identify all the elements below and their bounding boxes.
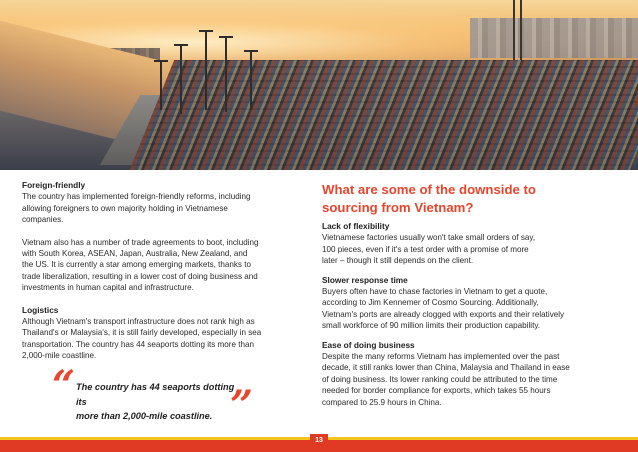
paragraph-line: Buyers often have to chase factories in Vietnam to get a quote,	[322, 287, 548, 297]
paragraph-line: the US. It is currently a star among emerging markets, thanks to	[22, 260, 251, 270]
section-title-logistics: Logistics	[22, 304, 59, 315]
paragraph-line: transportation. The country has 44 seaports dotting its more than	[22, 339, 255, 349]
crane	[225, 36, 227, 112]
paragraph-line: decade, it still ranks lower than China, Malaysia and Thailand in ease	[322, 363, 570, 373]
paragraph-line: allowing foreigners to own majority holding in Vietnamese	[22, 203, 228, 213]
crane	[205, 30, 207, 110]
paragraph-line: 100 pieces, even if it's a test order with a promise of more	[322, 244, 529, 254]
paragraph-line: investments in human capital and infrastructure.	[22, 283, 194, 293]
paragraph-line: later – though it still depends on the client.	[322, 256, 474, 266]
right-column	[322, 181, 624, 408]
paragraph-line: Vietnamese factories usually won't take small orders of say,	[322, 233, 536, 243]
paragraph-line: with South Korea, ASEAN, Japan, Australia, New Zealand, and	[22, 249, 248, 259]
paragraph-line: trade liberalization, resulting in a lower cost of doing business and	[22, 271, 258, 281]
crane	[250, 50, 252, 110]
power-tower	[520, 0, 522, 60]
paragraph-line: Vietnam's ports are already clogged with exports and their relatively	[322, 309, 565, 319]
crane	[180, 44, 182, 114]
paragraph-line: small workforce of 90 million limits their production capability.	[322, 321, 541, 331]
section-title-response-time: Slower response time	[322, 274, 408, 285]
pull-quote-line: more than 2,000-mile coastline.	[76, 411, 213, 421]
paragraph-line: needed for border compliance for exports, which takes 55 hours	[322, 386, 551, 396]
hero-port-photo	[0, 0, 638, 170]
paragraph-line: Although Vietnam's transport infrastructure does not rank high as	[22, 317, 255, 327]
page-heading-line: sourcing from Vietnam?	[322, 199, 474, 215]
paragraph-line: Vietnam also has a number of trade agreements to boot, including	[22, 237, 259, 247]
quote-open-mark: “	[52, 362, 76, 409]
paragraph-line: according to Jim Kennemer of Cosmo Sourcing. Additionally,	[322, 298, 539, 308]
pull-quote-text	[76, 380, 246, 424]
crane	[160, 60, 162, 110]
paragraph-line: Despite the many reforms Vietnam has implemented over the past	[322, 352, 560, 362]
container-yard	[126, 60, 638, 170]
paragraph-line: companies.	[22, 215, 64, 225]
paragraph-line: The country has implemented foreign-friendly reforms, including	[22, 192, 251, 202]
page-heading-line: What are some of the downside to	[322, 182, 536, 197]
quote-close-mark: ”	[230, 382, 254, 429]
page-heading	[322, 181, 624, 216]
distant-city-right	[470, 18, 638, 58]
left-column	[22, 180, 307, 362]
section-title-flexibility: Lack of flexibility	[322, 221, 390, 231]
power-tower	[513, 0, 515, 60]
section-title-ease-of-business: Ease of doing business	[322, 339, 415, 350]
section-title-foreign-friendly: Foreign-friendly	[22, 180, 86, 190]
paragraph-line: Thailand's or Malaysia's, it is still fairly developed, especially in sea	[22, 328, 262, 338]
paragraph-line: compared to 25.9 hours in China.	[322, 397, 442, 407]
paragraph-line: 2,000-mile coastline.	[22, 351, 97, 361]
paragraph-line: of doing business. Its lower ranking could be attributed to the time	[322, 374, 558, 384]
pull-quote-line: The country has 44 seaports dotting its	[76, 382, 235, 407]
page-number: 13	[310, 434, 328, 448]
